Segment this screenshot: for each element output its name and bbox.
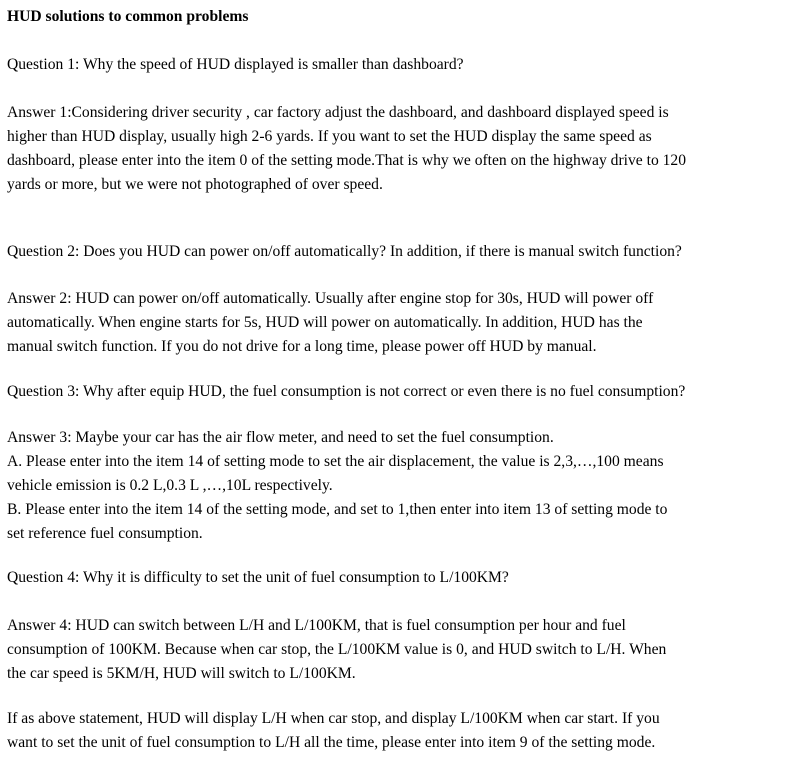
question-4: Question 4: Why it is difficulty to set the unit of fuel consumption to L/100KM? [7,569,509,586]
question-1: Question 1: Why the speed of HUD displayed is smaller than dashboard? [7,56,464,73]
answer-2: Answer 2: HUD can power on/off automatically. Usually after engine stop for 30s, HUD will power off automatically. When engine starts for 5s, HUD will power on automatically. In addition, HUD has the manual switch function. If you do not drive for a long time, please power off HUD by manual. [7,290,654,355]
closing-paragraph: If as above statement, HUD will display L/H when car stop, and display L/100KM when car start. If you want to set the unit of fuel consumption to L/H all the time, please enter into item 9 of the setting mode. [7,710,660,751]
document-title: HUD solutions to common problems [7,8,249,25]
question-2: Question 2: Does you HUD can power on/off automatically? In addition, if there is manual switch function? [7,243,682,260]
answer-1: Answer 1:Considering driver security , car factory adjust the dashboard, and dashboard displayed speed is higher than HUD display, usually high 2-6 yards. If you want to set the HUD display the same speed as dashboard, please enter into the item 0 of the setting mode.That is why we often on the highway drive to 120 yards or more, but we were not photographed of over speed. [7,104,687,193]
question-3: Question 3: Why after equip HUD, the fuel consumption is not correct or even there is no fuel consumption? [7,383,686,400]
answer-4: Answer 4: HUD can switch between L/H and L/100KM, that is fuel consumption per hour and fuel consumption of 100KM. Because when car stop, the L/100KM value is 0, and HUD switch to L/H. When the car speed is 5KM/H, HUD will switch to L/100KM. [7,617,667,682]
answer-3: Answer 3: Maybe your car has the air flow meter, and need to set the fuel consumption. A. Please enter into the item 14 of setting mode to set the air displacement, the value is 2,3,…,100 means vehicle emission is 0.2 L,0.3 L ,…,10L respectively. B. Please enter into the item 14 of the setting mode, and set to 1,then enter into item 13 of setting mode to set reference fuel consumption. [7,429,668,542]
